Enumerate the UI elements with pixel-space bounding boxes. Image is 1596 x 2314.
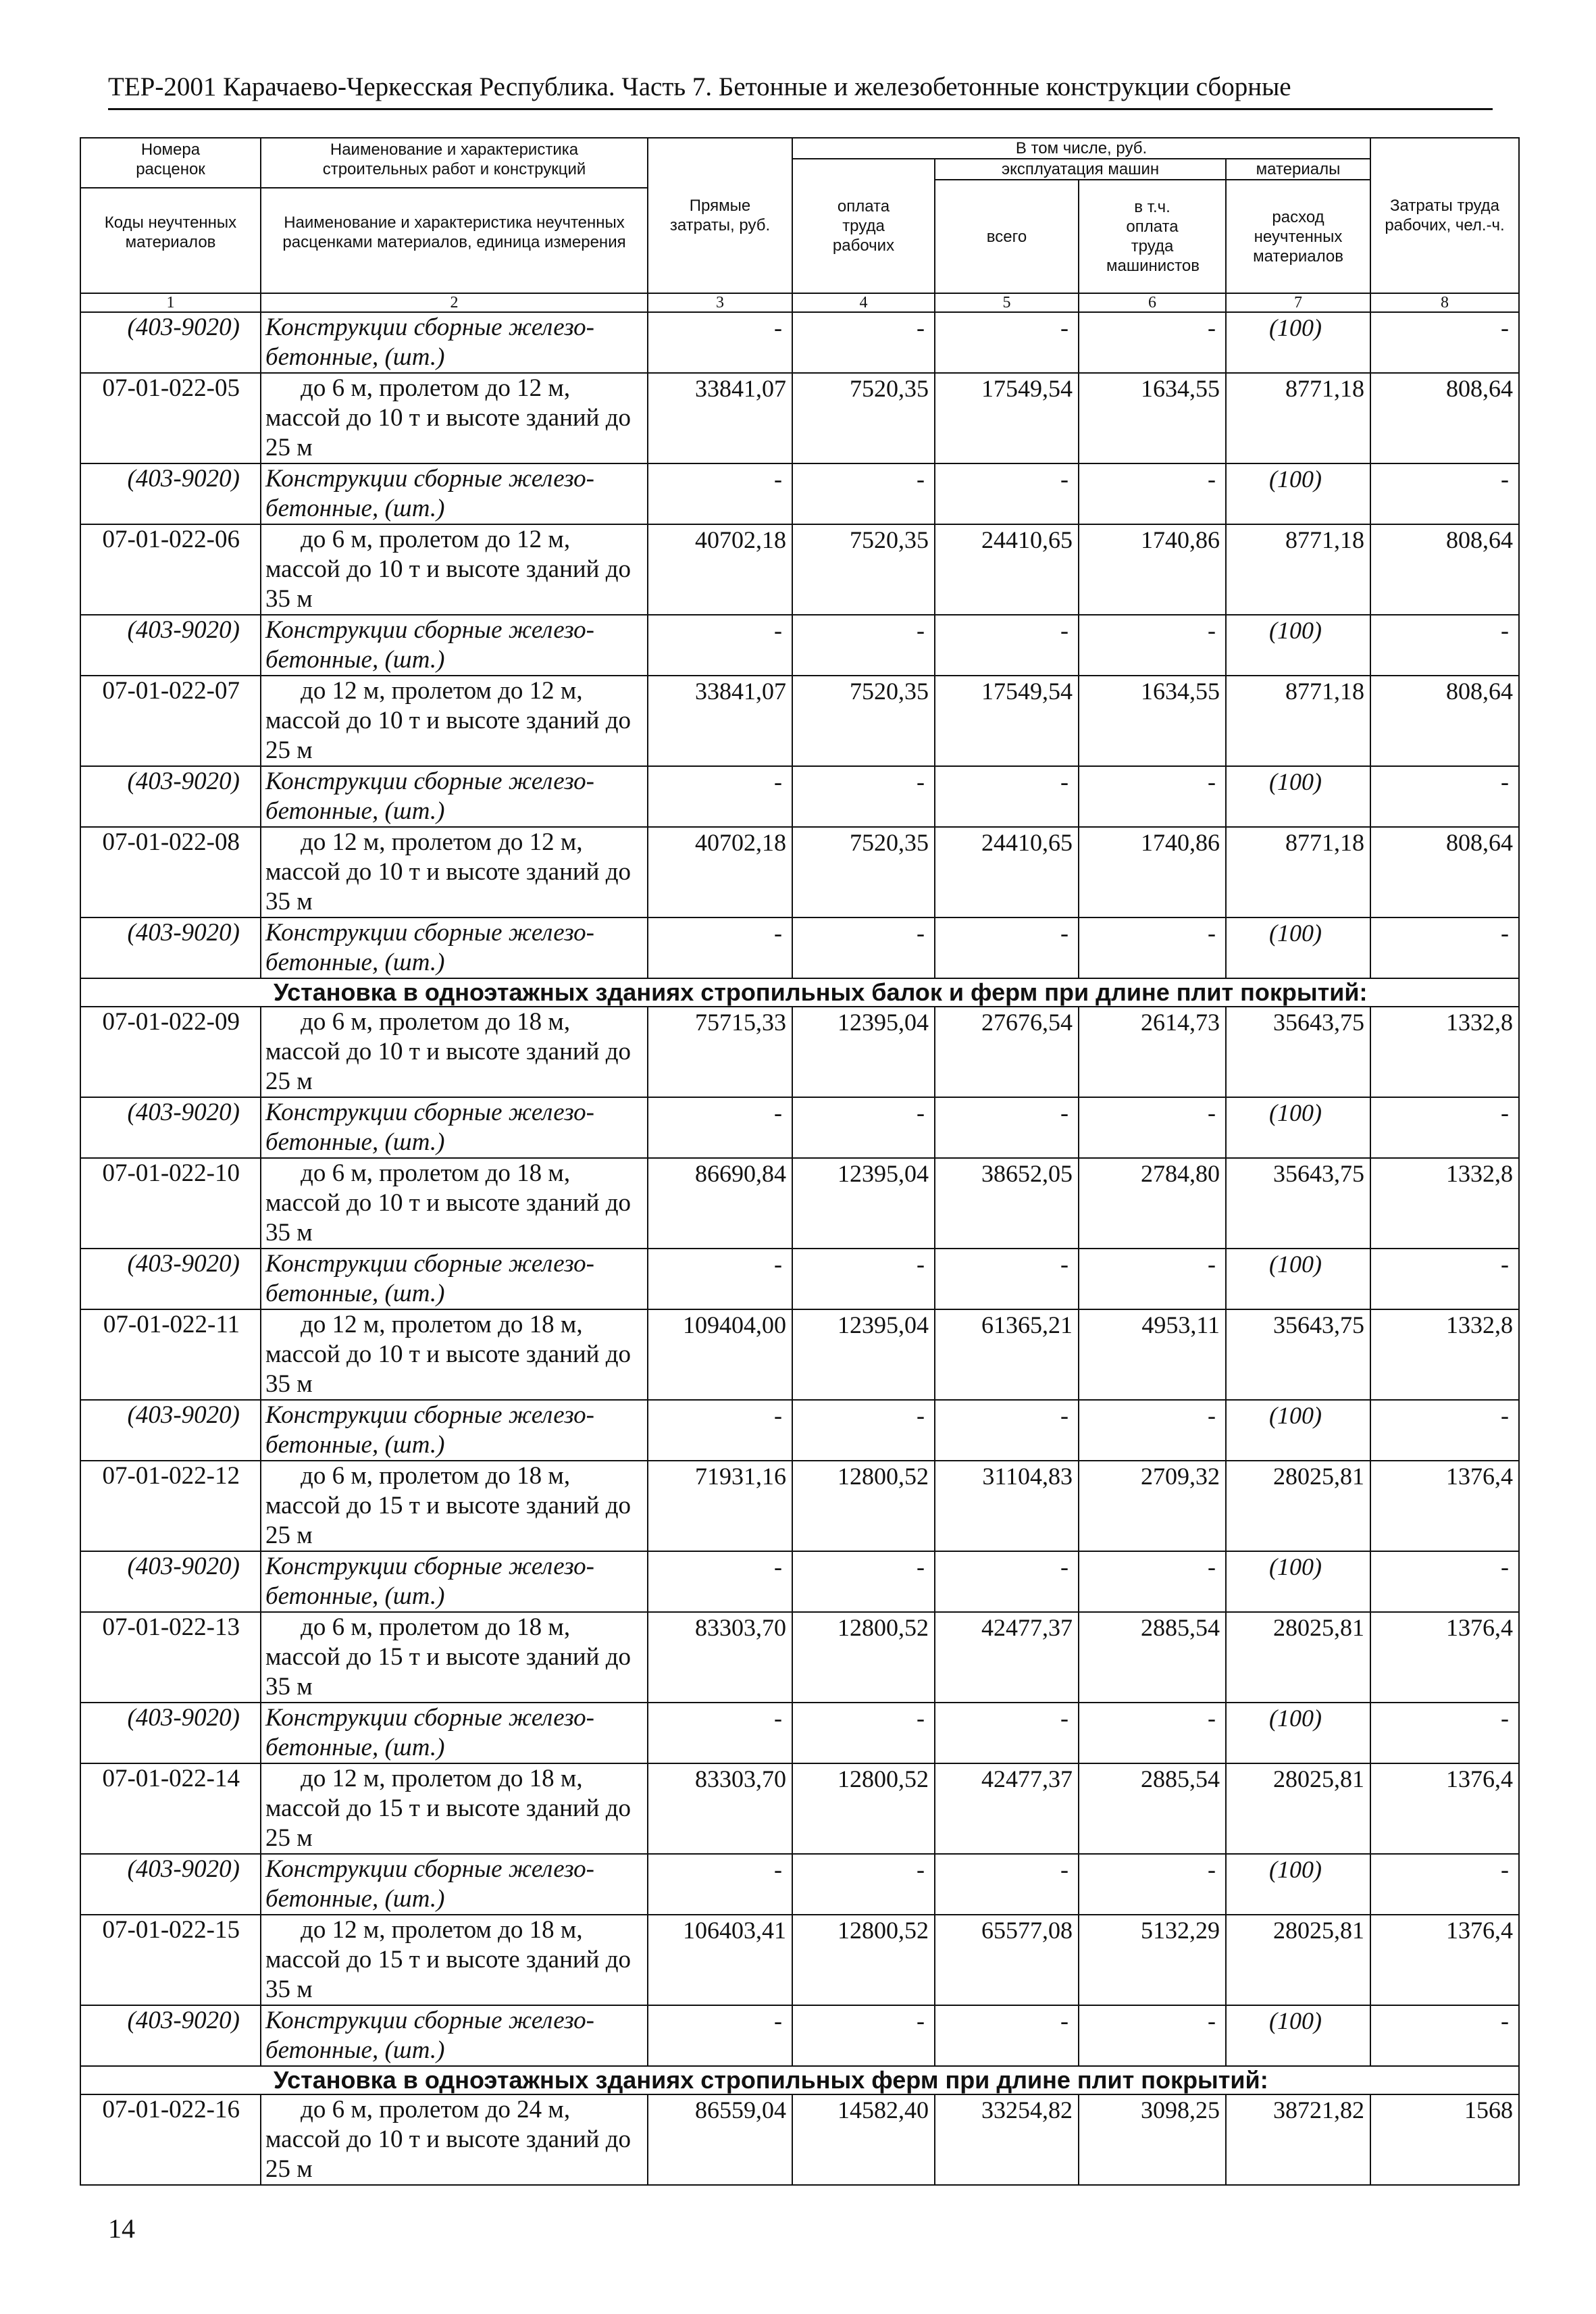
header-materials: материалы [1226,159,1370,180]
section-heading-row [80,978,1519,1007]
rate-row [80,1612,1519,1703]
cell-v3: 106403,41 [648,1915,792,2005]
material-name: Конструкции сборные железо-бетонные, (шт.) [261,1249,648,1309]
header-machinist-wages: в т.ч. оплата труда машинистов [1079,180,1226,293]
work-description: до 12 м, пролетом до 12 м, массой до 10 т и высоте зданий до 25 м [261,676,648,766]
cell-v3: 83303,70 [648,1763,792,1854]
material-name: Конструкции сборные железо-бетонные, (шт.) [261,917,648,978]
table-header [80,138,1519,312]
cell-v4: 7520,35 [792,373,935,463]
rate-code: 07-01-022-11 [80,1309,261,1400]
header-machine-operation: эксплуатация машин [935,159,1226,180]
cell-v6: - [1079,917,1226,978]
cell-v3: - [648,1400,792,1461]
cell-v5: - [935,917,1079,978]
cell-v6: - [1079,1854,1226,1915]
page-header-title: ТЕР-2001 Карачаево-Черкесская Республика. Часть 7. Бетонные и железобетонные конструкции сборные [108,70,1493,110]
material-row [80,1551,1519,1612]
material-code: (403-9020) [80,1097,261,1158]
cell-v7: 28025,81 [1226,1612,1370,1703]
cell-v8: - [1370,1400,1519,1461]
column-number: 5 [935,293,1079,312]
material-row [80,766,1519,827]
cell-v6: - [1079,463,1226,524]
rate-row [80,524,1519,615]
cell-v5: 42477,37 [935,1763,1079,1854]
cell-v6: 2885,54 [1079,1612,1226,1703]
cell-v7: (100) [1226,766,1370,827]
cell-v3: - [648,1249,792,1309]
cell-v7: 38721,82 [1226,2094,1370,2185]
cell-v4: - [792,312,935,373]
column-number: 4 [792,293,935,312]
column-number: 7 [1226,293,1370,312]
cell-v5: 65577,08 [935,1915,1079,2005]
material-name: Конструкции сборные железо-бетонные, (шт.) [261,766,648,827]
material-code: (403-9020) [80,1249,261,1309]
material-code: (403-9020) [80,1703,261,1763]
cell-v7: (100) [1226,1703,1370,1763]
cell-v7: 8771,18 [1226,676,1370,766]
cell-v8: - [1370,463,1519,524]
cell-v7: (100) [1226,1400,1370,1461]
material-code: (403-9020) [80,2005,261,2066]
cell-v6: 1634,55 [1079,373,1226,463]
header-rate-numbers: Номера расценок [136,141,205,178]
cell-v6: - [1079,1703,1226,1763]
cell-v7: (100) [1226,1551,1370,1612]
cell-v7: (100) [1226,2005,1370,2066]
cell-v3: 33841,07 [648,676,792,766]
material-row [80,1854,1519,1915]
cell-v5: 33254,82 [935,2094,1079,2185]
cell-v3: 33841,07 [648,373,792,463]
cell-v8: - [1370,1854,1519,1915]
table-body [80,312,1519,2185]
work-description: до 12 м, пролетом до 18 м, массой до 15 т и высоте зданий до 35 м [261,1915,648,2005]
material-code: (403-9020) [80,1400,261,1461]
column-number: 6 [1079,293,1226,312]
cell-v5: - [935,1249,1079,1309]
cell-v3: - [648,1703,792,1763]
work-description: до 6 м, пролетом до 12 м, массой до 10 т и высоте зданий до 25 м [261,373,648,463]
cell-v7: 8771,18 [1226,827,1370,917]
cell-v8: - [1370,312,1519,373]
cell-v6: - [1079,1551,1226,1612]
header-material-names: Наименование и характеристика неучтенных расценками материалов, единица измерения [261,187,647,257]
material-code: (403-9020) [80,1854,261,1915]
cell-v8: - [1370,766,1519,827]
rate-code: 07-01-022-14 [80,1763,261,1854]
rate-row [80,1007,1519,1097]
cell-v6: - [1079,2005,1226,2066]
material-row [80,312,1519,373]
cell-v4: - [792,917,935,978]
cell-v5: 27676,54 [935,1007,1079,1097]
material-name: Конструкции сборные железо-бетонные, (шт.) [261,1703,648,1763]
cell-v7: (100) [1226,615,1370,676]
cell-v7: 35643,75 [1226,1309,1370,1400]
rate-code: 07-01-022-16 [80,2094,261,2185]
cell-v5: - [935,766,1079,827]
cell-v3: 109404,00 [648,1309,792,1400]
material-row [80,1703,1519,1763]
material-name: Конструкции сборные железо-бетонные, (шт.) [261,615,648,676]
cell-v5: 38652,05 [935,1158,1079,1249]
material-name: Конструкции сборные железо-бетонные, (шт.) [261,312,648,373]
cell-v4: 12395,04 [792,1007,935,1097]
cell-v3: - [648,615,792,676]
work-description: до 6 м, пролетом до 24 м, массой до 10 т и высоте зданий до 25 м [261,2094,648,2185]
cell-v5: - [935,2005,1079,2066]
cell-v6: 2784,80 [1079,1158,1226,1249]
rate-row [80,676,1519,766]
material-code: (403-9020) [80,312,261,373]
header-names [261,138,648,293]
cell-v5: 24410,65 [935,827,1079,917]
rate-code: 07-01-022-06 [80,524,261,615]
header-work-names: Наименование и характеристика строительных работ и конструкций [322,141,586,178]
cell-v6: - [1079,1400,1226,1461]
cell-v4: 12800,52 [792,1612,935,1703]
cell-v4: - [792,463,935,524]
cell-v3: 40702,18 [648,827,792,917]
rate-row [80,373,1519,463]
rates-table [80,137,1520,2186]
cell-v5: - [935,312,1079,373]
cell-v3: 75715,33 [648,1007,792,1097]
cell-v7: 28025,81 [1226,1915,1370,2005]
cell-v5: - [935,1551,1079,1612]
cell-v8: - [1370,2005,1519,2066]
material-row [80,917,1519,978]
header-wages: оплата труда рабочих [792,159,935,293]
cell-v3: 83303,70 [648,1612,792,1703]
cell-v5: - [935,1097,1079,1158]
cell-v4: - [792,2005,935,2066]
work-description: до 6 м, пролетом до 18 м, массой до 10 т и высоте зданий до 35 м [261,1158,648,1249]
cell-v3: - [648,463,792,524]
cell-v7: 8771,18 [1226,373,1370,463]
cell-v4: 7520,35 [792,524,935,615]
section-heading: Установка в одноэтажных зданиях стропильных балок и ферм при длине плит покрытий: [80,978,1519,1007]
cell-v7: (100) [1226,1854,1370,1915]
cell-v7: (100) [1226,917,1370,978]
cell-v5: - [935,1854,1079,1915]
cell-v6: 2614,73 [1079,1007,1226,1097]
cell-v6: 1740,86 [1079,524,1226,615]
material-row [80,615,1519,676]
cell-v7: (100) [1226,1097,1370,1158]
cell-v8: 1376,4 [1370,1612,1519,1703]
cell-v5: - [935,1400,1079,1461]
work-description: до 6 м, пролетом до 18 м, массой до 15 т и высоте зданий до 25 м [261,1461,648,1551]
cell-v3: - [648,917,792,978]
cell-v3: 86559,04 [648,2094,792,2185]
cell-v4: 12800,52 [792,1461,935,1551]
work-description: до 12 м, пролетом до 12 м, массой до 10 т и высоте зданий до 35 м [261,827,648,917]
work-description: до 6 м, пролетом до 18 м, массой до 15 т и высоте зданий до 35 м [261,1612,648,1703]
header-material-codes: Коды неучтенных материалов [81,187,260,257]
material-code: (403-9020) [80,615,261,676]
material-code: (403-9020) [80,766,261,827]
cell-v5: - [935,1703,1079,1763]
cell-v6: - [1079,766,1226,827]
cell-v7: 28025,81 [1226,1763,1370,1854]
rate-row [80,1461,1519,1551]
cell-v6: - [1079,312,1226,373]
cell-v6: 2885,54 [1079,1763,1226,1854]
column-number: 8 [1370,293,1519,312]
page-number: 14 [108,2213,135,2244]
cell-v4: - [792,1400,935,1461]
rate-row [80,1763,1519,1854]
work-description: до 6 м, пролетом до 18 м, массой до 10 т и высоте зданий до 25 м [261,1007,648,1097]
cell-v4: 7520,35 [792,676,935,766]
cell-v8: - [1370,917,1519,978]
cell-v3: - [648,2005,792,2066]
cell-v7: 28025,81 [1226,1461,1370,1551]
material-row [80,1249,1519,1309]
cell-v7: 35643,75 [1226,1158,1370,1249]
cell-v8: - [1370,1551,1519,1612]
rate-code: 07-01-022-12 [80,1461,261,1551]
material-row [80,1097,1519,1158]
cell-v5: 17549,54 [935,676,1079,766]
cell-v4: 12800,52 [792,1763,935,1854]
material-name: Конструкции сборные железо-бетонные, (шт.) [261,463,648,524]
rate-code: 07-01-022-08 [80,827,261,917]
rate-code: 07-01-022-13 [80,1612,261,1703]
cell-v6: - [1079,1249,1226,1309]
cell-v6: 4953,11 [1079,1309,1226,1400]
cell-v8: - [1370,1097,1519,1158]
material-code: (403-9020) [80,917,261,978]
rate-code: 07-01-022-05 [80,373,261,463]
rate-code: 07-01-022-15 [80,1915,261,2005]
cell-v4: - [792,1097,935,1158]
work-description: до 12 м, пролетом до 18 м, массой до 10 т и высоте зданий до 35 м [261,1309,648,1400]
cell-v6: 1634,55 [1079,676,1226,766]
cell-v5: 17549,54 [935,373,1079,463]
section-heading: Установка в одноэтажных зданиях стропильных ферм при длине плит покрытий: [80,2066,1519,2094]
cell-v4: - [792,1703,935,1763]
cell-v8: 1376,4 [1370,1763,1519,1854]
cell-v4: - [792,615,935,676]
cell-v4: 12395,04 [792,1309,935,1400]
rate-row [80,827,1519,917]
header-direct-costs: Прямые затраты, руб. [648,138,792,293]
cell-v3: 71931,16 [648,1461,792,1551]
cell-v6: 5132,29 [1079,1915,1226,2005]
header-materials-consumption: расход неучтенных материалов [1226,180,1370,293]
cell-v8: 808,64 [1370,827,1519,917]
material-name: Конструкции сборные железо-бетонные, (шт.) [261,1551,648,1612]
cell-v6: - [1079,1097,1226,1158]
cell-v4: - [792,1551,935,1612]
cell-v3: - [648,1097,792,1158]
rate-code: 07-01-022-09 [80,1007,261,1097]
cell-v5: - [935,615,1079,676]
material-row [80,2005,1519,2066]
header-codes [80,138,261,293]
cell-v5: 31104,83 [935,1461,1079,1551]
cell-v6: 2709,32 [1079,1461,1226,1551]
cell-v7: (100) [1226,1249,1370,1309]
material-name: Конструкции сборные железо-бетонные, (шт.) [261,2005,648,2066]
cell-v8: 1332,8 [1370,1158,1519,1249]
material-code: (403-9020) [80,463,261,524]
cell-v5: 61365,21 [935,1309,1079,1400]
cell-v7: 8771,18 [1226,524,1370,615]
cell-v7: 35643,75 [1226,1007,1370,1097]
cell-v8: 1332,8 [1370,1309,1519,1400]
material-name: Конструкции сборные железо-бетонные, (шт.) [261,1400,648,1461]
cell-v4: 12395,04 [792,1158,935,1249]
cell-v8: - [1370,615,1519,676]
section-heading-row [80,2066,1519,2094]
cell-v5: 42477,37 [935,1612,1079,1703]
cell-v6: 1740,86 [1079,827,1226,917]
cell-v4: 7520,35 [792,827,935,917]
material-row [80,463,1519,524]
cell-v3: - [648,1551,792,1612]
material-name: Конструкции сборные железо-бетонные, (шт.) [261,1854,648,1915]
cell-v3: 86690,84 [648,1158,792,1249]
cell-v8: 808,64 [1370,524,1519,615]
rate-row [80,1158,1519,1249]
column-numbers-row [80,293,1519,312]
material-code: (403-9020) [80,1551,261,1612]
cell-v8: - [1370,1703,1519,1763]
cell-v6: - [1079,615,1226,676]
cell-v4: 12800,52 [792,1915,935,2005]
cell-v8: 1332,8 [1370,1007,1519,1097]
column-number: 3 [648,293,792,312]
cell-v8: 808,64 [1370,676,1519,766]
cell-v8: - [1370,1249,1519,1309]
cell-v6: 3098,25 [1079,2094,1226,2185]
work-description: до 12 м, пролетом до 18 м, массой до 15 т и высоте зданий до 25 м [261,1763,648,1854]
cell-v5: 24410,65 [935,524,1079,615]
column-number: 1 [80,293,261,312]
cell-v3: - [648,1854,792,1915]
rate-code: 07-01-022-07 [80,676,261,766]
rate-row [80,1309,1519,1400]
cell-v4: - [792,1854,935,1915]
cell-v4: 14582,40 [792,2094,935,2185]
cell-v4: - [792,1249,935,1309]
cell-v7: (100) [1226,463,1370,524]
rate-row [80,1915,1519,2005]
rate-code: 07-01-022-10 [80,1158,261,1249]
cell-v8: 808,64 [1370,373,1519,463]
material-row [80,1400,1519,1461]
header-including: В том числе, руб. [792,138,1370,159]
cell-v3: - [648,312,792,373]
cell-v4: - [792,766,935,827]
cell-v8: 1568 [1370,2094,1519,2185]
cell-v8: 1376,4 [1370,1461,1519,1551]
work-description: до 6 м, пролетом до 12 м, массой до 10 т и высоте зданий до 35 м [261,524,648,615]
cell-v8: 1376,4 [1370,1915,1519,2005]
cell-v7: (100) [1226,312,1370,373]
rate-row [80,2094,1519,2185]
cell-v3: - [648,766,792,827]
cell-v5: - [935,463,1079,524]
column-number: 2 [261,293,648,312]
header-labor-costs: Затраты труда рабочих, чел.-ч. [1370,138,1519,293]
cell-v3: 40702,18 [648,524,792,615]
material-name: Конструкции сборные железо-бетонные, (шт.) [261,1097,648,1158]
header-machines-total: всего [935,180,1079,293]
